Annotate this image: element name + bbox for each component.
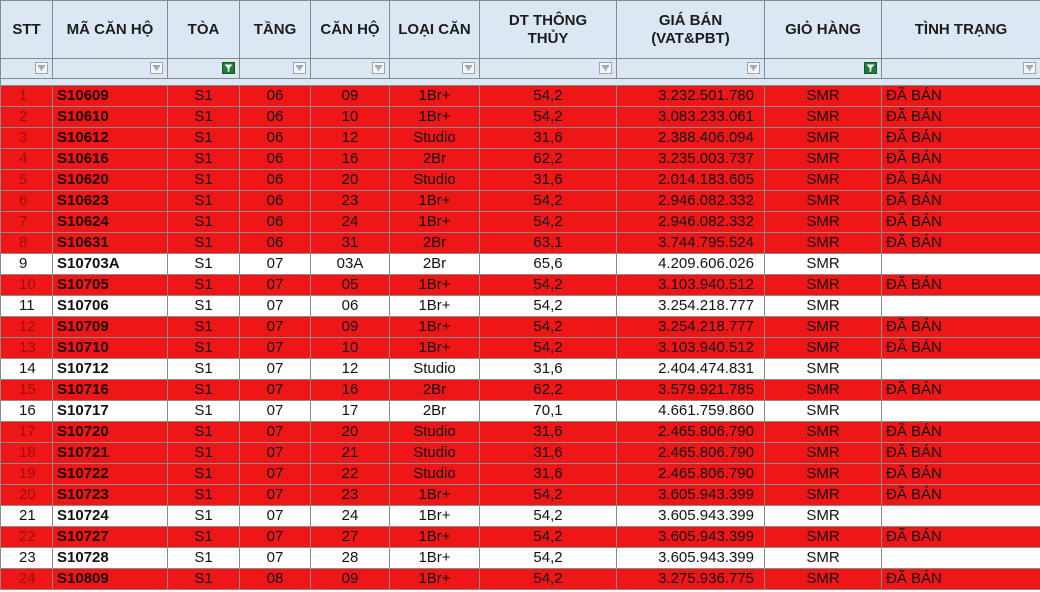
cell-toa[interactable]: S1: [168, 275, 240, 296]
cell-can-ho[interactable]: 22: [311, 464, 390, 485]
cell-ma-can-ho[interactable]: S10705: [53, 275, 168, 296]
cell-ma-can-ho[interactable]: S10612: [53, 128, 168, 149]
cell-can-ho[interactable]: 28: [311, 548, 390, 569]
cell-tinh-trang[interactable]: [882, 296, 1040, 317]
cell-loai-can[interactable]: 1Br+: [390, 569, 480, 590]
cell-tang[interactable]: 07: [240, 548, 311, 569]
cell-tinh-trang[interactable]: ĐÃ BÁN: [882, 86, 1040, 107]
cell-tinh-trang[interactable]: [882, 548, 1040, 569]
cell-tinh-trang[interactable]: ĐÃ BÁN: [882, 170, 1040, 191]
cell-dt-thong-thuy[interactable]: 54,2: [480, 191, 617, 212]
cell-gia-ban[interactable]: 3.254.218.777: [617, 317, 765, 338]
cell-dt-thong-thuy[interactable]: 54,2: [480, 506, 617, 527]
cell-ma-can-ho[interactable]: S10706: [53, 296, 168, 317]
cell-tang[interactable]: 07: [240, 527, 311, 548]
table-row[interactable]: [1, 569, 1040, 590]
cell-stt[interactable]: 2: [1, 107, 53, 128]
cell-tinh-trang[interactable]: [882, 254, 1040, 275]
filter-dropdown-icon[interactable]: [35, 62, 48, 74]
cell-toa[interactable]: S1: [168, 170, 240, 191]
cell-loai-can[interactable]: 1Br+: [390, 506, 480, 527]
cell-loai-can[interactable]: Studio: [390, 422, 480, 443]
cell-toa[interactable]: S1: [168, 569, 240, 590]
cell-ma-can-ho[interactable]: S10728: [53, 548, 168, 569]
cell-tang[interactable]: 06: [240, 170, 311, 191]
cell-tang[interactable]: 07: [240, 485, 311, 506]
table-row[interactable]: [1, 212, 1040, 233]
cell-can-ho[interactable]: 10: [311, 338, 390, 359]
cell-dt-thong-thuy[interactable]: 70,1: [480, 401, 617, 422]
header-row: [1, 1, 1040, 59]
table-row[interactable]: [1, 170, 1040, 191]
cell-stt[interactable]: 22: [1, 527, 53, 548]
cell-can-ho[interactable]: 17: [311, 401, 390, 422]
cell-tang[interactable]: 08: [240, 569, 311, 590]
cell-stt[interactable]: 13: [1, 338, 53, 359]
table-row[interactable]: [1, 527, 1040, 548]
cell-ma-can-ho[interactable]: S10712: [53, 359, 168, 380]
spacer-row: [1, 79, 1040, 86]
cell-tang[interactable]: 07: [240, 359, 311, 380]
cell-ma-can-ho[interactable]: S10710: [53, 338, 168, 359]
cell-toa[interactable]: S1: [168, 401, 240, 422]
cell-dt-thong-thuy[interactable]: 54,2: [480, 275, 617, 296]
cell-loai-can[interactable]: 1Br+: [390, 527, 480, 548]
cell-gia-ban[interactable]: 3.605.943.399: [617, 485, 765, 506]
cell-stt[interactable]: 17: [1, 422, 53, 443]
cell-gia-ban[interactable]: 3.605.943.399: [617, 527, 765, 548]
cell-tinh-trang[interactable]: ĐÃ BÁN: [882, 464, 1040, 485]
cell-can-ho[interactable]: 09: [311, 569, 390, 590]
cell-gio-hang[interactable]: SMR: [765, 359, 882, 380]
cell-loai-can[interactable]: 1Br+: [390, 275, 480, 296]
header-dt-thong-thuy[interactable]: DT THÔNG THỦY: [480, 1, 617, 59]
cell-toa[interactable]: S1: [168, 506, 240, 527]
cell-gio-hang[interactable]: SMR: [765, 485, 882, 506]
table-row[interactable]: [1, 401, 1040, 422]
cell-toa[interactable]: S1: [168, 86, 240, 107]
cell-toa[interactable]: S1: [168, 254, 240, 275]
cell-gio-hang[interactable]: SMR: [765, 443, 882, 464]
cell-gia-ban[interactable]: 2.465.806.790: [617, 464, 765, 485]
cell-toa[interactable]: S1: [168, 422, 240, 443]
cell-gia-ban[interactable]: 2.946.082.332: [617, 191, 765, 212]
cell-can-ho[interactable]: 09: [311, 317, 390, 338]
cell-ma-can-ho[interactable]: S10623: [53, 191, 168, 212]
cell-toa[interactable]: S1: [168, 191, 240, 212]
cell-tang[interactable]: 07: [240, 401, 311, 422]
filter-cell: [390, 59, 480, 79]
cell-stt[interactable]: 3: [1, 128, 53, 149]
cell-tang[interactable]: 07: [240, 506, 311, 527]
cell-dt-thong-thuy[interactable]: 31,6: [480, 422, 617, 443]
cell-can-ho[interactable]: 10: [311, 107, 390, 128]
cell-gio-hang[interactable]: SMR: [765, 191, 882, 212]
cell-dt-thong-thuy[interactable]: 54,2: [480, 485, 617, 506]
cell-gio-hang[interactable]: SMR: [765, 296, 882, 317]
cell-toa[interactable]: S1: [168, 464, 240, 485]
filter-cell: [53, 59, 168, 79]
cell-gia-ban[interactable]: 3.275.936.775: [617, 569, 765, 590]
cell-stt[interactable]: 16: [1, 401, 53, 422]
cell-tinh-trang[interactable]: ĐÃ BÁN: [882, 380, 1040, 401]
cell-tang[interactable]: 07: [240, 380, 311, 401]
cell-tang[interactable]: 06: [240, 128, 311, 149]
cell-tang[interactable]: 07: [240, 464, 311, 485]
cell-toa[interactable]: S1: [168, 296, 240, 317]
cell-loai-can[interactable]: 2Br: [390, 401, 480, 422]
cell-stt[interactable]: 23: [1, 548, 53, 569]
cell-tinh-trang[interactable]: ĐÃ BÁN: [882, 233, 1040, 254]
cell-dt-thong-thuy[interactable]: 54,2: [480, 548, 617, 569]
cell-ma-can-ho[interactable]: S10709: [53, 317, 168, 338]
cell-ma-can-ho[interactable]: S10720: [53, 422, 168, 443]
table-row[interactable]: [1, 128, 1040, 149]
cell-tang[interactable]: 06: [240, 86, 311, 107]
cell-ma-can-ho[interactable]: S10809: [53, 569, 168, 590]
cell-tang[interactable]: 06: [240, 191, 311, 212]
cell-stt[interactable]: 21: [1, 506, 53, 527]
cell-stt[interactable]: 24: [1, 569, 53, 590]
cell-gio-hang[interactable]: SMR: [765, 170, 882, 191]
cell-toa[interactable]: S1: [168, 527, 240, 548]
filter-cell: [1, 59, 53, 79]
cell-dt-thong-thuy[interactable]: 31,6: [480, 128, 617, 149]
cell-gio-hang[interactable]: SMR: [765, 86, 882, 107]
cell-can-ho[interactable]: 05: [311, 275, 390, 296]
table-row[interactable]: [1, 233, 1040, 254]
filter-dropdown-icon[interactable]: [1023, 62, 1036, 74]
cell-loai-can[interactable]: 1Br+: [390, 212, 480, 233]
cell-gia-ban[interactable]: 3.235.003.737: [617, 149, 765, 170]
cell-dt-thong-thuy[interactable]: 54,2: [480, 296, 617, 317]
cell-gio-hang[interactable]: SMR: [765, 401, 882, 422]
cell-stt[interactable]: 10: [1, 275, 53, 296]
cell-ma-can-ho[interactable]: S10727: [53, 527, 168, 548]
cell-can-ho[interactable]: 16: [311, 149, 390, 170]
cell-can-ho[interactable]: 23: [311, 191, 390, 212]
cell-gio-hang[interactable]: SMR: [765, 422, 882, 443]
cell-tang[interactable]: 06: [240, 212, 311, 233]
cell-gio-hang[interactable]: SMR: [765, 506, 882, 527]
cell-gio-hang[interactable]: SMR: [765, 128, 882, 149]
cell-tang[interactable]: 07: [240, 422, 311, 443]
cell-tang[interactable]: 07: [240, 443, 311, 464]
table-row[interactable]: [1, 317, 1040, 338]
cell-tang[interactable]: 07: [240, 296, 311, 317]
cell-gia-ban[interactable]: 3.254.218.777: [617, 296, 765, 317]
cell-ma-can-ho[interactable]: S10722: [53, 464, 168, 485]
filter-dropdown-icon[interactable]: [150, 62, 163, 74]
cell-toa[interactable]: S1: [168, 338, 240, 359]
cell-loai-can[interactable]: Studio: [390, 128, 480, 149]
cell-gio-hang[interactable]: SMR: [765, 569, 882, 590]
cell-tinh-trang[interactable]: ĐÃ BÁN: [882, 317, 1040, 338]
filter-cell: [882, 59, 1040, 79]
header-gio-hang[interactable]: GIỎ HÀNG: [765, 1, 882, 59]
header-tinh-trang[interactable]: TÌNH TRẠNG: [882, 1, 1040, 59]
cell-toa[interactable]: S1: [168, 128, 240, 149]
cell-tinh-trang[interactable]: ĐÃ BÁN: [882, 212, 1040, 233]
cell-gia-ban[interactable]: 3.083.233.061: [617, 107, 765, 128]
cell-tang[interactable]: 07: [240, 317, 311, 338]
cell-gio-hang[interactable]: SMR: [765, 254, 882, 275]
filter-row: [1, 59, 1040, 79]
cell-dt-thong-thuy[interactable]: 54,2: [480, 107, 617, 128]
cell-tang[interactable]: 07: [240, 338, 311, 359]
cell-gia-ban[interactable]: 3.232.501.780: [617, 86, 765, 107]
cell-gia-ban[interactable]: 3.605.943.399: [617, 506, 765, 527]
cell-stt[interactable]: 12: [1, 317, 53, 338]
cell-toa[interactable]: S1: [168, 107, 240, 128]
cell-toa[interactable]: S1: [168, 233, 240, 254]
filter-dropdown-icon[interactable]: [293, 62, 306, 74]
cell-dt-thong-thuy[interactable]: 54,2: [480, 212, 617, 233]
cell-can-ho[interactable]: 31: [311, 233, 390, 254]
table-row[interactable]: [1, 359, 1040, 380]
cell-toa[interactable]: S1: [168, 317, 240, 338]
cell-toa[interactable]: S1: [168, 443, 240, 464]
cell-stt[interactable]: 5: [1, 170, 53, 191]
cell-loai-can[interactable]: 1Br+: [390, 338, 480, 359]
filter-dropdown-icon[interactable]: [599, 62, 612, 74]
cell-loai-can[interactable]: Studio: [390, 170, 480, 191]
cell-ma-can-ho[interactable]: S10724: [53, 506, 168, 527]
cell-loai-can[interactable]: 1Br+: [390, 485, 480, 506]
cell-dt-thong-thuy[interactable]: 31,6: [480, 170, 617, 191]
cell-ma-can-ho[interactable]: S10631: [53, 233, 168, 254]
cell-tinh-trang[interactable]: ĐÃ BÁN: [882, 338, 1040, 359]
cell-gio-hang[interactable]: SMR: [765, 149, 882, 170]
cell-can-ho[interactable]: 24: [311, 212, 390, 233]
cell-loai-can[interactable]: 2Br: [390, 233, 480, 254]
cell-ma-can-ho[interactable]: S10620: [53, 170, 168, 191]
cell-dt-thong-thuy[interactable]: 54,2: [480, 527, 617, 548]
cell-gia-ban[interactable]: 2.946.082.332: [617, 212, 765, 233]
cell-stt[interactable]: 6: [1, 191, 53, 212]
cell-gio-hang[interactable]: SMR: [765, 338, 882, 359]
cell-stt[interactable]: 1: [1, 86, 53, 107]
cell-can-ho[interactable]: 21: [311, 443, 390, 464]
cell-ma-can-ho[interactable]: S10610: [53, 107, 168, 128]
header-can-ho[interactable]: CĂN HỘ: [311, 1, 390, 59]
cell-toa[interactable]: S1: [168, 359, 240, 380]
cell-tinh-trang[interactable]: ĐÃ BÁN: [882, 107, 1040, 128]
cell-tang[interactable]: 06: [240, 149, 311, 170]
cell-dt-thong-thuy[interactable]: 31,6: [480, 464, 617, 485]
table-row[interactable]: [1, 422, 1040, 443]
cell-ma-can-ho[interactable]: S10609: [53, 86, 168, 107]
cell-dt-thong-thuy[interactable]: 63,1: [480, 233, 617, 254]
cell-tinh-trang[interactable]: ĐÃ BÁN: [882, 527, 1040, 548]
table-row[interactable]: [1, 443, 1040, 464]
table-row[interactable]: [1, 485, 1040, 506]
header-toa[interactable]: TÒA: [168, 1, 240, 59]
cell-gia-ban[interactable]: 2.014.183.605: [617, 170, 765, 191]
cell-loai-can[interactable]: 2Br: [390, 149, 480, 170]
cell-tinh-trang[interactable]: ĐÃ BÁN: [882, 485, 1040, 506]
cell-ma-can-ho[interactable]: S10717: [53, 401, 168, 422]
cell-gia-ban[interactable]: 2.465.806.790: [617, 443, 765, 464]
cell-dt-thong-thuy[interactable]: 65,6: [480, 254, 617, 275]
cell-loai-can[interactable]: 1Br+: [390, 548, 480, 569]
cell-gio-hang[interactable]: SMR: [765, 275, 882, 296]
cell-can-ho[interactable]: 09: [311, 86, 390, 107]
cell-toa[interactable]: S1: [168, 149, 240, 170]
cell-loai-can[interactable]: Studio: [390, 464, 480, 485]
cell-gio-hang[interactable]: SMR: [765, 527, 882, 548]
table-row[interactable]: [1, 506, 1040, 527]
filter-dropdown-icon[interactable]: [747, 62, 760, 74]
cell-tinh-trang[interactable]: ĐÃ BÁN: [882, 443, 1040, 464]
cell-gio-hang[interactable]: SMR: [765, 317, 882, 338]
filter-dropdown-icon[interactable]: [372, 62, 385, 74]
cell-toa[interactable]: S1: [168, 485, 240, 506]
cell-dt-thong-thuy[interactable]: 54,2: [480, 86, 617, 107]
header-loai-can[interactable]: LOẠI CĂN: [390, 1, 480, 59]
cell-stt[interactable]: 15: [1, 380, 53, 401]
header-gia-ban[interactable]: GIÁ BÁN (VAT&PBT): [617, 1, 765, 59]
cell-can-ho[interactable]: 12: [311, 359, 390, 380]
cell-tinh-trang[interactable]: ĐÃ BÁN: [882, 128, 1040, 149]
cell-ma-can-ho[interactable]: S10721: [53, 443, 168, 464]
cell-tang[interactable]: 06: [240, 107, 311, 128]
cell-can-ho[interactable]: 23: [311, 485, 390, 506]
cell-loai-can[interactable]: Studio: [390, 359, 480, 380]
cell-stt[interactable]: 8: [1, 233, 53, 254]
cell-gia-ban[interactable]: 3.744.795.524: [617, 233, 765, 254]
header-stt[interactable]: STT: [1, 1, 53, 59]
cell-can-ho[interactable]: 12: [311, 128, 390, 149]
cell-gio-hang[interactable]: SMR: [765, 212, 882, 233]
table-row[interactable]: [1, 86, 1040, 107]
cell-tinh-trang[interactable]: ĐÃ BÁN: [882, 422, 1040, 443]
cell-loai-can[interactable]: 1Br+: [390, 107, 480, 128]
cell-stt[interactable]: 11: [1, 296, 53, 317]
cell-gio-hang[interactable]: SMR: [765, 380, 882, 401]
cell-ma-can-ho[interactable]: S10723: [53, 485, 168, 506]
filter-cell: [617, 59, 765, 79]
cell-gia-ban[interactable]: 2.388.406.094: [617, 128, 765, 149]
cell-ma-can-ho[interactable]: S10624: [53, 212, 168, 233]
cell-tang[interactable]: 07: [240, 275, 311, 296]
cell-gia-ban[interactable]: 3.579.921.785: [617, 380, 765, 401]
filter-active-icon[interactable]: [864, 62, 877, 74]
cell-can-ho[interactable]: 27: [311, 527, 390, 548]
cell-gia-ban[interactable]: 3.103.940.512: [617, 275, 765, 296]
cell-dt-thong-thuy[interactable]: 62,2: [480, 380, 617, 401]
cell-stt[interactable]: 19: [1, 464, 53, 485]
cell-gia-ban[interactable]: 4.209.606.026: [617, 254, 765, 275]
cell-gio-hang[interactable]: SMR: [765, 548, 882, 569]
table-row[interactable]: [1, 191, 1040, 212]
cell-can-ho[interactable]: 24: [311, 506, 390, 527]
cell-tinh-trang[interactable]: ĐÃ BÁN: [882, 149, 1040, 170]
table-row[interactable]: [1, 380, 1040, 401]
spacer-cell: [1, 79, 1040, 86]
table-row[interactable]: [1, 548, 1040, 569]
cell-loai-can[interactable]: Studio: [390, 443, 480, 464]
table-row[interactable]: [1, 107, 1040, 128]
cell-loai-can[interactable]: 1Br+: [390, 296, 480, 317]
cell-tang[interactable]: 07: [240, 254, 311, 275]
cell-stt[interactable]: 4: [1, 149, 53, 170]
cell-loai-can[interactable]: 2Br: [390, 254, 480, 275]
filter-active-icon[interactable]: [222, 62, 235, 74]
table-row[interactable]: [1, 149, 1040, 170]
cell-toa[interactable]: S1: [168, 380, 240, 401]
cell-gia-ban[interactable]: 3.103.940.512: [617, 338, 765, 359]
cell-dt-thong-thuy[interactable]: 54,2: [480, 569, 617, 590]
filter-dropdown-icon[interactable]: [462, 62, 475, 74]
cell-gia-ban[interactable]: 3.605.943.399: [617, 548, 765, 569]
cell-dt-thong-thuy[interactable]: 62,2: [480, 149, 617, 170]
cell-stt[interactable]: 18: [1, 443, 53, 464]
cell-tinh-trang[interactable]: [882, 401, 1040, 422]
cell-loai-can[interactable]: 1Br+: [390, 191, 480, 212]
cell-tinh-trang[interactable]: [882, 359, 1040, 380]
cell-stt[interactable]: 20: [1, 485, 53, 506]
cell-tinh-trang[interactable]: ĐÃ BÁN: [882, 275, 1040, 296]
cell-dt-thong-thuy[interactable]: 54,2: [480, 338, 617, 359]
cell-stt[interactable]: 7: [1, 212, 53, 233]
header-tang[interactable]: TẦNG: [240, 1, 311, 59]
cell-gia-ban[interactable]: 2.404.474.831: [617, 359, 765, 380]
filter-cell: [480, 59, 617, 79]
cell-tinh-trang[interactable]: [882, 506, 1040, 527]
table-row[interactable]: [1, 338, 1040, 359]
cell-stt[interactable]: 14: [1, 359, 53, 380]
cell-toa[interactable]: S1: [168, 212, 240, 233]
cell-ma-can-ho[interactable]: S10703A: [53, 254, 168, 275]
table-row[interactable]: [1, 275, 1040, 296]
cell-stt[interactable]: 9: [1, 254, 53, 275]
cell-dt-thong-thuy[interactable]: 31,6: [480, 443, 617, 464]
cell-dt-thong-thuy[interactable]: 31,6: [480, 359, 617, 380]
cell-ma-can-ho[interactable]: S10616: [53, 149, 168, 170]
cell-loai-can[interactable]: 1Br+: [390, 86, 480, 107]
filter-cell: [311, 59, 390, 79]
cell-can-ho[interactable]: 03A: [311, 254, 390, 275]
cell-gia-ban[interactable]: 2.465.806.790: [617, 422, 765, 443]
cell-dt-thong-thuy[interactable]: 54,2: [480, 317, 617, 338]
cell-loai-can[interactable]: 2Br: [390, 380, 480, 401]
cell-can-ho[interactable]: 06: [311, 296, 390, 317]
cell-tang[interactable]: 06: [240, 233, 311, 254]
cell-toa[interactable]: S1: [168, 548, 240, 569]
cell-gia-ban[interactable]: 4.661.759.860: [617, 401, 765, 422]
table-row[interactable]: [1, 254, 1040, 275]
cell-gio-hang[interactable]: SMR: [765, 464, 882, 485]
cell-tinh-trang[interactable]: ĐÃ BÁN: [882, 191, 1040, 212]
cell-ma-can-ho[interactable]: S10716: [53, 380, 168, 401]
cell-can-ho[interactable]: 20: [311, 422, 390, 443]
cell-can-ho[interactable]: 16: [311, 380, 390, 401]
table-row[interactable]: [1, 296, 1040, 317]
cell-gio-hang[interactable]: SMR: [765, 107, 882, 128]
cell-gio-hang[interactable]: SMR: [765, 233, 882, 254]
table-row[interactable]: [1, 464, 1040, 485]
filter-cell: [240, 59, 311, 79]
cell-tinh-trang[interactable]: ĐÃ BÁN: [882, 569, 1040, 590]
filter-cell: [168, 59, 240, 79]
cell-can-ho[interactable]: 20: [311, 170, 390, 191]
header-ma-can-ho[interactable]: MÃ CĂN HỘ: [53, 1, 168, 59]
cell-loai-can[interactable]: 1Br+: [390, 317, 480, 338]
filter-cell: [765, 59, 882, 79]
